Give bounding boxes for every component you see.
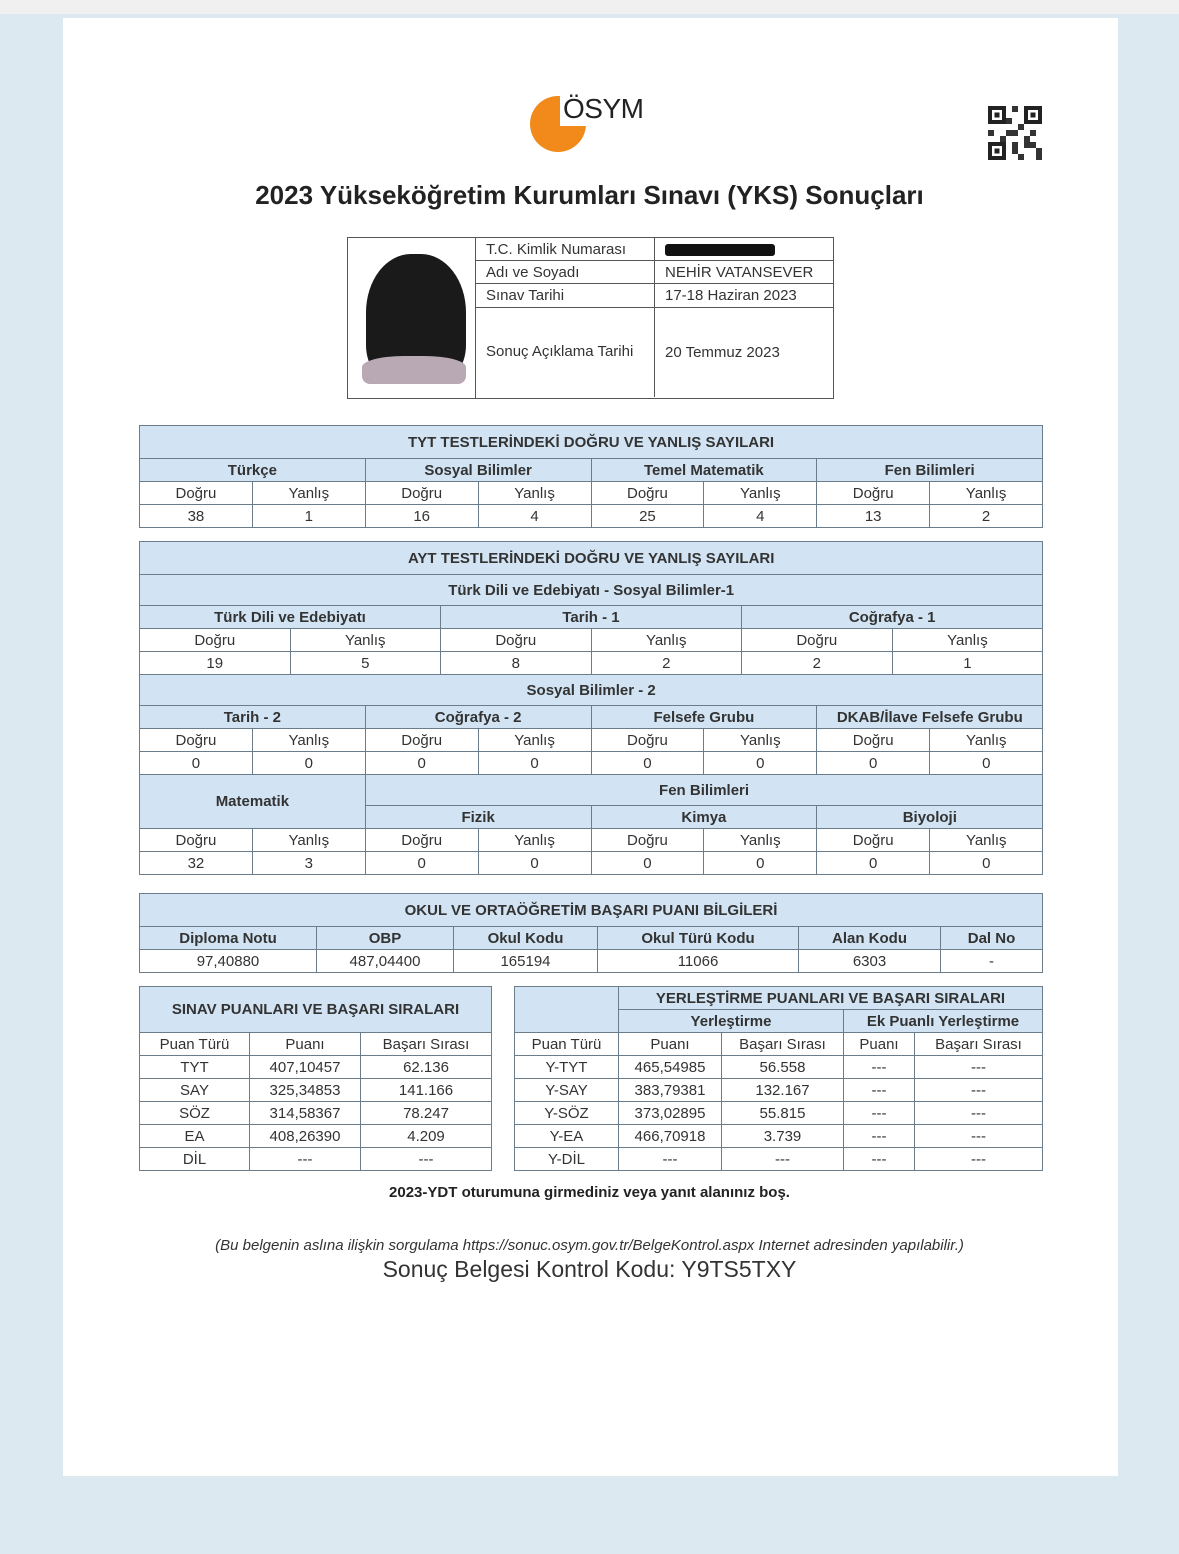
- candidate-photo: [348, 238, 476, 398]
- dogru-header: Doğru: [441, 629, 592, 652]
- placement-header: Puanı: [619, 1033, 722, 1056]
- dogru-header: Doğru: [817, 729, 930, 752]
- yanlis-header: Yanlış: [478, 482, 591, 505]
- yanlis-header: Yanlış: [930, 829, 1043, 852]
- score-header: Puanı: [250, 1033, 361, 1056]
- photo-shoulder: [362, 356, 466, 384]
- tc-row: [476, 238, 833, 261]
- name-label: Adı ve Soyadı: [476, 261, 655, 283]
- tc-label: T.C. Kimlik Numarası: [476, 238, 655, 260]
- tyt-subject: Fen Bilimleri: [817, 459, 1043, 482]
- score-cell: 62.136: [361, 1056, 492, 1079]
- dogru-header: Doğru: [591, 482, 704, 505]
- ayt-sec1-value: 2: [591, 652, 742, 675]
- yanlis-header: Yanlış: [930, 482, 1043, 505]
- ayt-sec1-subject: Tarih - 1: [441, 606, 742, 629]
- placement-cell: 56.558: [722, 1056, 844, 1079]
- yanlis-header: Yanlış: [930, 729, 1043, 752]
- dogru-header: Doğru: [742, 629, 893, 652]
- tyt-value: 38: [140, 505, 253, 528]
- school-header: Dal No: [941, 927, 1043, 950]
- yanlis-header: Yanlış: [704, 729, 817, 752]
- ayt-sec3-value: 0: [930, 852, 1043, 875]
- yanlis-header: Yanlış: [704, 829, 817, 852]
- ayt-fen-subject: Fizik: [365, 806, 591, 829]
- placement-cell: ---: [844, 1148, 915, 1171]
- name-row: [476, 261, 833, 284]
- score-cell: 78.247: [361, 1102, 492, 1125]
- placement-header: Puanı: [844, 1033, 915, 1056]
- tyt-value: 25: [591, 505, 704, 528]
- dogru-header: Doğru: [140, 629, 291, 652]
- ayt-fen-subject: Kimya: [591, 806, 817, 829]
- candidate-info-box: [347, 237, 834, 399]
- tyt-title: TYT TESTLERİNDEKİ DOĞRU VE YANLIŞ SAYILARI: [140, 426, 1043, 459]
- ayt-sec3-value: 0: [591, 852, 704, 875]
- ayt-sec1-value: 1: [892, 652, 1043, 675]
- page-title: 2023 Yükseköğretim Kurumları Sınavı (YKS) Sonuçları: [255, 180, 924, 210]
- yanlis-header: Yanlış: [290, 629, 441, 652]
- yanlis-header: Yanlış: [478, 729, 591, 752]
- ayt-sec1-value: 8: [441, 652, 592, 675]
- score-header: Puan Türü: [140, 1033, 250, 1056]
- placement-corner: [515, 987, 619, 1033]
- tyt-value: 4: [704, 505, 817, 528]
- school-header: Okul Türü Kodu: [598, 927, 799, 950]
- dogru-header: Doğru: [591, 829, 704, 852]
- score-cell: ---: [250, 1148, 361, 1171]
- placement-cell: ---: [915, 1079, 1043, 1102]
- yanlis-header: Yanlış: [892, 629, 1043, 652]
- ayt-sec2-value: 0: [704, 752, 817, 775]
- ayt-sec3-value: 0: [817, 852, 930, 875]
- placement-cell: 383,79381: [619, 1079, 722, 1102]
- ayt-sec1-value: 19: [140, 652, 291, 675]
- dogru-header: Doğru: [140, 829, 253, 852]
- score-cell: 4.209: [361, 1125, 492, 1148]
- tc-value-redacted: [655, 238, 833, 260]
- placement-sub2: Ek Puanlı Yerleştirme: [844, 1010, 1043, 1033]
- result-date-label: Sonuç Açıklama Tarihi: [476, 308, 655, 397]
- placement-cell: ---: [844, 1056, 915, 1079]
- score-cell: 408,26390: [250, 1125, 361, 1148]
- dogru-header: Doğru: [817, 482, 930, 505]
- ayt-fen-title: Fen Bilimleri: [365, 775, 1043, 806]
- ayt-title: AYT TESTLERİNDEKİ DOĞRU VE YANLIŞ SAYILARI: [140, 542, 1043, 575]
- dogru-header: Doğru: [365, 482, 478, 505]
- school-value: 165194: [454, 950, 598, 973]
- exam-date-row: [476, 284, 833, 308]
- dogru-header: Doğru: [817, 829, 930, 852]
- logo-text: ÖSYM: [560, 92, 646, 126]
- school-value: 6303: [799, 950, 941, 973]
- ayt-matematik-label: Matematik: [140, 775, 366, 829]
- score-cell: DİL: [140, 1148, 250, 1171]
- name-value: NEHİR VATANSEVER: [665, 264, 814, 281]
- placement-cell: Y-SAY: [515, 1079, 619, 1102]
- placement-cell: ---: [915, 1102, 1043, 1125]
- school-value: 11066: [598, 950, 799, 973]
- ayt-sec3-value: 0: [704, 852, 817, 875]
- placement-header: Başarı Sırası: [915, 1033, 1043, 1056]
- ayt-sec1-subject: Türk Dili ve Edebiyatı: [140, 606, 441, 629]
- school-title: OKUL VE ORTAÖĞRETİM BAŞARI PUANI BİLGİLERİ: [140, 894, 1043, 927]
- ayt-sec2-subject: Felsefe Grubu: [591, 706, 817, 729]
- ayt-table: [139, 541, 1043, 875]
- dogru-header: Doğru: [140, 482, 253, 505]
- ydt-note: 2023-YDT oturumuna girmediniz veya yanıt alanınız boş.: [389, 1184, 790, 1201]
- placement-sub1: Yerleştirme: [619, 1010, 844, 1033]
- placement-cell: ---: [844, 1125, 915, 1148]
- placement-header: Başarı Sırası: [722, 1033, 844, 1056]
- exam-scores-title: SINAV PUANLARI VE BAŞARI SIRALARI: [140, 987, 492, 1033]
- ayt-sec2-value: 0: [930, 752, 1043, 775]
- ayt-fen-subject: Biyoloji: [817, 806, 1043, 829]
- tyt-subject: Türkçe: [140, 459, 366, 482]
- school-table: [139, 893, 1043, 973]
- placement-header: Puan Türü: [515, 1033, 619, 1056]
- ayt-sec2-subject: DKAB/İlave Felsefe Grubu: [817, 706, 1043, 729]
- candidate-info-table: [476, 238, 833, 397]
- placement-cell: ---: [722, 1148, 844, 1171]
- result-date-value: 20 Temmuz 2023: [665, 344, 780, 361]
- osym-logo: [530, 92, 660, 154]
- score-cell: 407,10457: [250, 1056, 361, 1079]
- ayt-sec3-value: 3: [252, 852, 365, 875]
- tyt-value: 2: [930, 505, 1043, 528]
- ayt-sec2-value: 0: [591, 752, 704, 775]
- exam-scores-table: [139, 986, 492, 1171]
- school-value: 97,40880: [140, 950, 317, 973]
- ayt-sec1-subject: Coğrafya - 1: [742, 606, 1043, 629]
- placement-cell: 465,54985: [619, 1056, 722, 1079]
- ayt-sec3-value: 0: [478, 852, 591, 875]
- score-cell: SÖZ: [140, 1102, 250, 1125]
- placement-cell: ---: [915, 1125, 1043, 1148]
- placement-cell: 132.167: [722, 1079, 844, 1102]
- score-cell: 141.166: [361, 1079, 492, 1102]
- placement-cell: ---: [619, 1148, 722, 1171]
- ayt-sec1-value: 5: [290, 652, 441, 675]
- ayt-sec2-subject: Tarih - 2: [140, 706, 366, 729]
- placement-cell: ---: [844, 1102, 915, 1125]
- tyt-value: 16: [365, 505, 478, 528]
- score-cell: ---: [361, 1148, 492, 1171]
- ayt-sec3-value: 0: [365, 852, 478, 875]
- result-date-row: [476, 308, 833, 397]
- placement-cell: 373,02895: [619, 1102, 722, 1125]
- school-header: Diploma Notu: [140, 927, 317, 950]
- yanlis-header: Yanlış: [252, 829, 365, 852]
- dogru-header: Doğru: [365, 829, 478, 852]
- ayt-sec3-value: 32: [140, 852, 253, 875]
- score-cell: TYT: [140, 1056, 250, 1079]
- placement-cell: ---: [915, 1148, 1043, 1171]
- placement-cell: ---: [844, 1079, 915, 1102]
- placement-cell: 3.739: [722, 1125, 844, 1148]
- ayt-sec2-value: 0: [817, 752, 930, 775]
- ayt-sec2-value: 0: [478, 752, 591, 775]
- yanlis-header: Yanlış: [591, 629, 742, 652]
- yanlis-header: Yanlış: [704, 482, 817, 505]
- score-header: Başarı Sırası: [361, 1033, 492, 1056]
- placement-cell: 466,70918: [619, 1125, 722, 1148]
- score-cell: EA: [140, 1125, 250, 1148]
- verification-note: (Bu belgenin aslına ilişkin sorgulama https://sonuc.osym.gov.tr/BelgeKontrol.aspx Internet adresinden yapılabilir.): [215, 1237, 964, 1254]
- placement-scores-table: [514, 986, 1043, 1171]
- tyt-subject: Temel Matematik: [591, 459, 817, 482]
- placement-cell: Y-SÖZ: [515, 1102, 619, 1125]
- tyt-value: 1: [252, 505, 365, 528]
- placement-cell: Y-TYT: [515, 1056, 619, 1079]
- tyt-value: 13: [817, 505, 930, 528]
- yanlis-header: Yanlış: [478, 829, 591, 852]
- score-cell: 325,34853: [250, 1079, 361, 1102]
- tyt-subject: Sosyal Bilimler: [365, 459, 591, 482]
- dogru-header: Doğru: [365, 729, 478, 752]
- control-code: Sonuç Belgesi Kontrol Kodu: Y9TS5TXY: [382, 1256, 797, 1282]
- score-cell: SAY: [140, 1079, 250, 1102]
- ayt-section1-title: Türk Dili ve Edebiyatı - Sosyal Bilimler-1: [140, 575, 1043, 606]
- dogru-header: Doğru: [140, 729, 253, 752]
- ayt-sec2-value: 0: [252, 752, 365, 775]
- score-cell: 314,58367: [250, 1102, 361, 1125]
- tyt-table: [139, 425, 1043, 528]
- ayt-section2-title: Sosyal Bilimler - 2: [140, 675, 1043, 706]
- dogru-header: Doğru: [591, 729, 704, 752]
- placement-title: YERLEŞTİRME PUANLARI VE BAŞARI SIRALARI: [619, 987, 1043, 1010]
- yanlis-header: Yanlış: [252, 482, 365, 505]
- placement-cell: Y-EA: [515, 1125, 619, 1148]
- ayt-sec1-value: 2: [742, 652, 893, 675]
- tyt-value: 4: [478, 505, 591, 528]
- school-header: Okul Kodu: [454, 927, 598, 950]
- school-header: OBP: [317, 927, 454, 950]
- school-value: -: [941, 950, 1043, 973]
- ayt-sec2-value: 0: [365, 752, 478, 775]
- yanlis-header: Yanlış: [252, 729, 365, 752]
- placement-cell: 55.815: [722, 1102, 844, 1125]
- placement-cell: Y-DİL: [515, 1148, 619, 1171]
- qr-code-icon: [988, 106, 1042, 160]
- school-header: Alan Kodu: [799, 927, 941, 950]
- placement-cell: ---: [915, 1056, 1043, 1079]
- school-value: 487,04400: [317, 950, 454, 973]
- exam-date-label: Sınav Tarihi: [476, 284, 655, 307]
- ayt-sec2-subject: Coğrafya - 2: [365, 706, 591, 729]
- ayt-sec2-value: 0: [140, 752, 253, 775]
- exam-date-value: 17-18 Haziran 2023: [665, 287, 797, 304]
- browser-top-strip: [0, 0, 1179, 14]
